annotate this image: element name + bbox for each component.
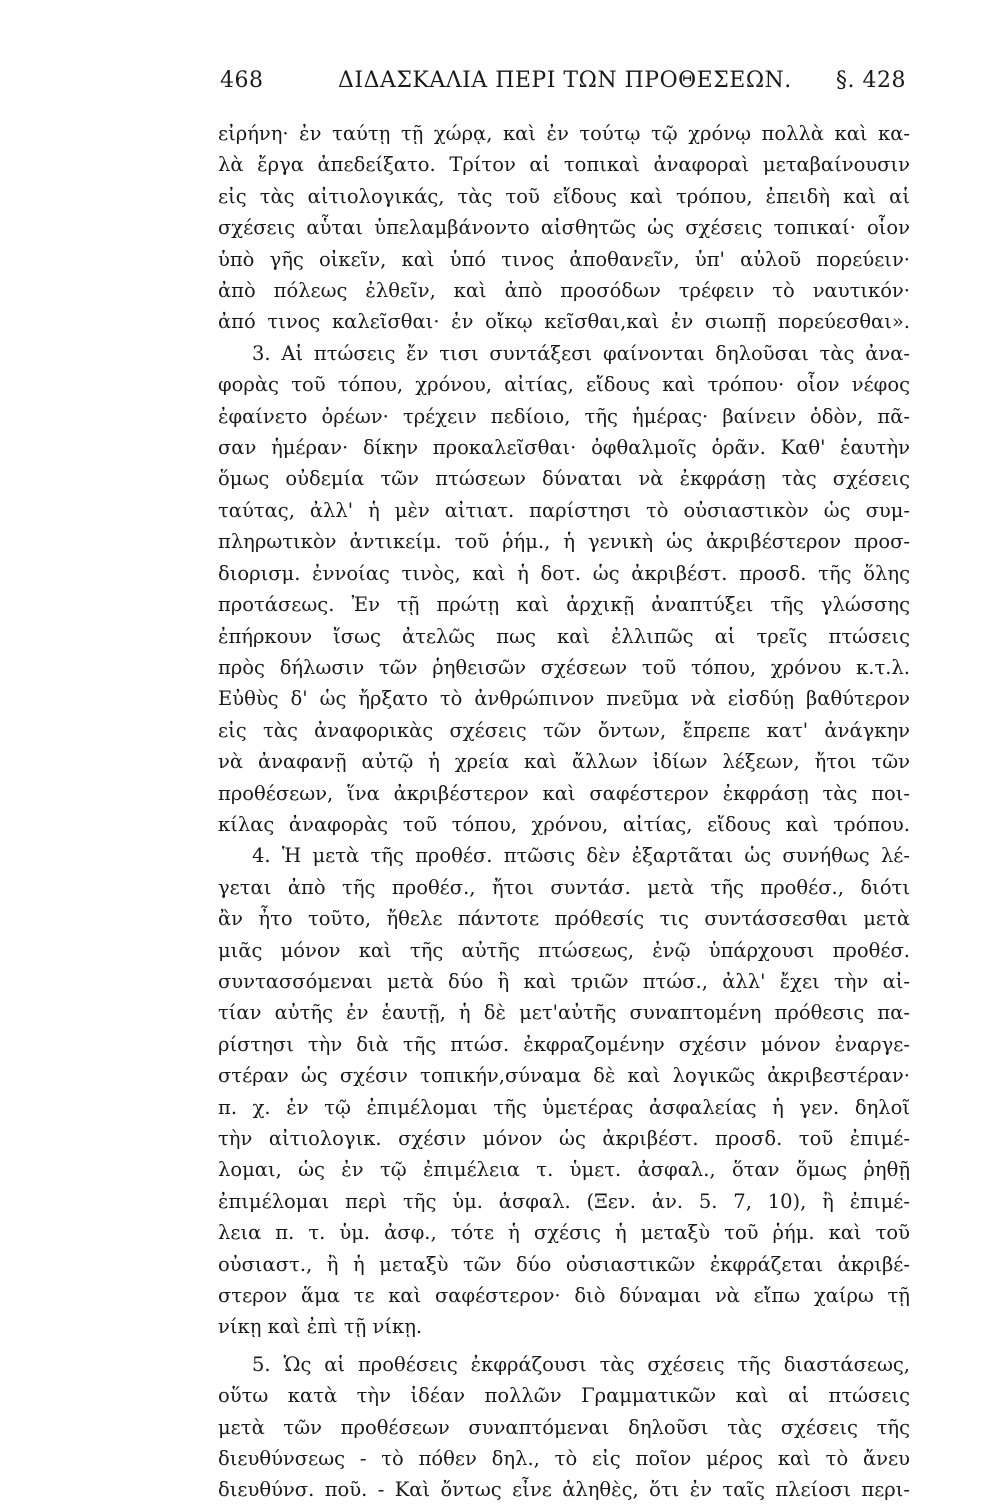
text-line: 4. Ἡ μετὰ τῆς προθέσ. πτῶσις δὲν ἐξαρτᾶται ὡς συνήθως λέ- xyxy=(252,844,910,868)
text-line: διορισμ. ἐννοίας τινὸς, καὶ ἡ δοτ. ὡς ἀκριβέστ. προσδ. τῆς ὅλης xyxy=(218,561,910,585)
text-line: σχέσεις αὗται ὑπελαμβάνοντο αἰσθητῶς ὡς σχέσεις τοπικαί· οἷον xyxy=(218,216,910,240)
text-line: διευθύνσεως - τὸ πόθεν δηλ., τὸ εἰς ποῖον μέρος καὶ τὸ ἄνευ xyxy=(218,1447,910,1471)
text-line: εἰς τὰς ἀναφορικὰς σχέσεις τῶν ὄντων, ἔπρεπε κατ' ἀνάγκην xyxy=(218,718,910,742)
text-line: λομαι, ὡς ἐν τῷ ἐπιμέλεια τ. ὑμετ. ἀσφαλ., ὅταν ὅμως ῥηθῇ xyxy=(218,1158,910,1182)
text-line: ρίστησι τὴν διὰ τῆς πτώσ. ἐκφραζομένην σχέσιν μόνον ἐναργε- xyxy=(218,1032,910,1056)
text-line: ἐπήρκουν ἴσως ἀτελῶς πως καὶ ἐλλιπῶς αἱ τρεῖς πτώσεις xyxy=(218,624,910,648)
text-line: Εὐθὺς δ' ὡς ἤρξατο τὸ ἀνθρώπινον πνεῦμα νὰ εἰσδύῃ βαθύτερον xyxy=(218,687,910,711)
text-line: μιᾶς μόνον καὶ τῆς αὐτῆς πτώσεως, ἐνῷ ὑπάρχουσι προθέσ. xyxy=(218,938,910,962)
text-line: γεται ἀπὸ τῆς προθέσ., ἤτοι συντάσ. μετὰ τῆς προθέσ., διότι xyxy=(218,875,910,899)
text-line: 3. Αἱ πτώσεις ἔν τισι συντάξεσι φαίνονται δηλοῦσαι τὰς ἀνα- xyxy=(252,341,910,365)
section-number: §. 428 xyxy=(836,68,906,93)
text-line: διευθύνσ. ποῦ. - Καὶ ὄντως εἶνε ἀληθὲς, ὅτι ἐν ταῖς πλείοσι περι- xyxy=(218,1478,910,1502)
text-line: προτάσεως. Ἐν τῇ πρώτῃ καὶ ἀρχικῇ ἀναπτύξει τῆς γλώσσης xyxy=(218,593,910,617)
text-line: οὐσιαστ., ἢ ἡ μεταξὺ τῶν δύο οὐσιαστικῶν ἐκφράζεται ἀκριβέ- xyxy=(218,1252,910,1276)
text-line: οὕτω κατὰ τὴν ἰδέαν πολλῶν Γραμματικῶν καὶ αἱ πτώσεις xyxy=(218,1384,910,1408)
paragraph xyxy=(218,840,910,1343)
text-line: ἂν ἦτο τοῦτο, ἤθελε πάντοτε πρόθεσίς τις συντάσσεσθαι μετὰ xyxy=(218,907,910,931)
text-line: ἐφαίνετο ὀρέων· τρέχειν πεδίοιο, τῆς ἡμέρας· βαίνειν ὁδὸν, πᾶ- xyxy=(218,404,910,428)
paragraph xyxy=(218,118,910,338)
text-line: φορὰς τοῦ τόπου, χρόνου, αἰτίας, εἴδους καὶ τρόπου· οἷον νέφος xyxy=(218,373,910,397)
text-line: τὴν αἰτιολογικ. σχέσιν μόνον ὡς ἀκριβέστ. προσδ. τοῦ ἐπιμέ- xyxy=(218,1127,910,1150)
page-body xyxy=(218,118,910,1506)
page-number: 468 xyxy=(220,68,264,93)
text-line: ἐπιμέλομαι περὶ τῆς ὑμ. ἀσφαλ. (Ξεν. ἀν. 5. 7, 10), ἢ ἐπιμέ- xyxy=(218,1189,910,1213)
text-line: προθέσεων, ἵνα ἀκριβέστερον καὶ σαφέστερον ἐκφράσῃ τὰς ποι- xyxy=(218,781,910,805)
text-line: στέραν ὡς σχέσιν τοπικήν,σύναμα δὲ καὶ λογικῶς ἀκριβεστέραν· xyxy=(218,1064,910,1088)
text-line: πρὸς δήλωσιν τῶν ῥηθεισῶν σχέσεων τοῦ τόπου, χρόνου κ.τ.λ. xyxy=(218,655,910,679)
text-line: ὑπὸ γῆς οἰκεῖν, καὶ ὑπό τινος ἀποθανεῖν, ὑπ' αὐλοῦ πορεύειν· xyxy=(218,247,910,271)
text-line: π. χ. ἐν τῷ ἐπιμέλομαι τῆς ὑμετέρας ἀσφαλείας ἡ γεν. δηλοῖ xyxy=(218,1095,910,1119)
text-line: λὰ ἔργα ἀπεδείξατο. Τρίτον αἱ τοπικαὶ ἀναφοραὶ μεταβαίνουσιν xyxy=(218,153,910,177)
text-line: συντασσόμεναι μετὰ δύο ἢ καὶ τριῶν πτώσ., ἀλλ' ἔχει τὴν αἰ- xyxy=(218,969,910,993)
text-line: 5. Ὡς αἱ προθέσεις ἐκφράζουσι τὰς σχέσεις τῆς διαστάσεως, xyxy=(252,1352,910,1376)
text-line: ἀπό τινος καλεῖσθαι· ἐν οἴκῳ κεῖσθαι,καὶ ἐν σιωπῇ πορεύεσθαι». xyxy=(218,310,910,334)
text-line: πληρωτικὸν ἀντικείμ. τοῦ ῥήμ., ἡ γενικὴ ὡς ἀκριβέστερον προσ- xyxy=(218,530,910,554)
text-line: στερον ἅμα τε καὶ σαφέστερον· διὸ δύναμαι νὰ εἴπω χαίρω τῇ xyxy=(218,1284,910,1308)
text-line: τίαν αὐτῆς ἐν ἑαυτῇ, ἡ δὲ μετ'αὐτῆς συναπτομένη πρόθεσις πα- xyxy=(218,1001,910,1025)
text-line: ἀπὸ πόλεως ἐλθεῖν, καὶ ἀπὸ προσόδων τρέφειν τὸ ναυτικόν· xyxy=(218,279,910,303)
running-title: ΔΙΔΑΣΚΑΛΙΑ ΠΕΡΙ ΤΩΝ ΠΡΟΘΕΣΕΩΝ. xyxy=(338,68,792,93)
text-line: εἰς τὰς αἰτιολογικάς, τὰς τοῦ εἴδους καὶ τρόπου, ἐπειδὴ καὶ αἱ xyxy=(218,184,910,208)
text-line: μετὰ τῶν προθέσεων συναπτόμεναι δηλοῦσι τὰς σχέσεις τῆς xyxy=(218,1415,910,1439)
text-line: λεια π. τ. ὑμ. ἀσφ., τότε ἡ σχέσις ἡ μεταξὺ τοῦ ῥήμ. καὶ τοῦ xyxy=(218,1221,910,1245)
text-line: νὰ ἀναφανῇ αὐτῷ ἡ χρεία καὶ ἄλλων ἰδίων λέξεων, ἤτοι τῶν xyxy=(218,750,910,774)
text-line: ταύτας, ἀλλ' ἡ μὲν αἰτιατ. παρίστησι τὸ οὐσιαστικὸν ὡς συμ- xyxy=(218,498,910,522)
text-line: σαν ἡμέραν· δίκην προκαλεῖσθαι· ὀφθαλμοῖς ὁρᾶν. Καθ' ἑαυτὴν xyxy=(218,436,910,460)
text-line: νίκῃ καὶ ἐπὶ τῇ νίκῃ. xyxy=(218,1315,423,1339)
text-line: κίλας ἀναφορὰς τοῦ τόπου, χρόνου, αἰτίας, εἴδους καὶ τρόπου. xyxy=(218,812,910,836)
running-header xyxy=(218,68,908,108)
paragraph xyxy=(218,338,910,841)
paragraph xyxy=(218,1349,910,1506)
text-line: ὅμως οὐδεμία τῶν πτώσεων δύναται νὰ ἐκφράσῃ τὰς σχέσεις xyxy=(218,467,910,491)
text-line: εἰρήνη· ἐν ταύτῃ τῇ χώρᾳ, καὶ ἐν τούτῳ τῷ χρόνῳ πολλὰ καὶ κα- xyxy=(218,122,910,145)
